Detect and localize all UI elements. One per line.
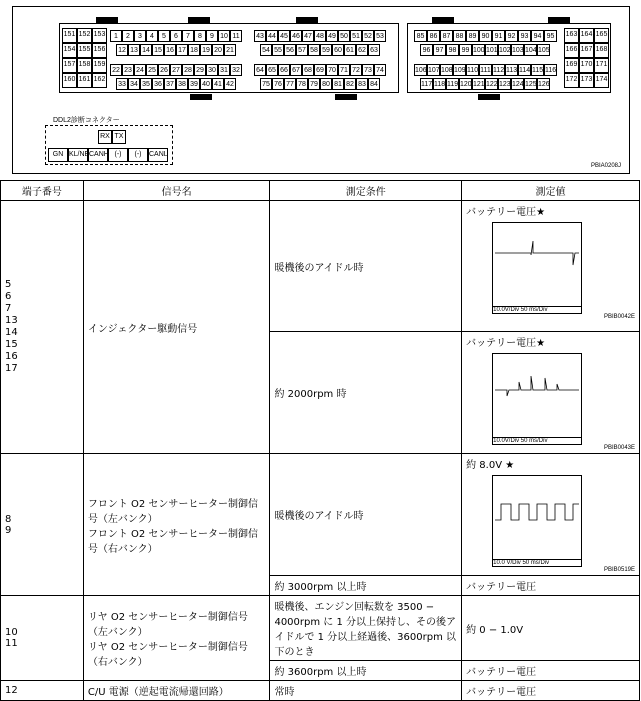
pin-122: 122 — [485, 78, 498, 90]
pin-163: 163 — [564, 28, 579, 43]
pin-103: 103 — [511, 44, 524, 56]
pin-108: 108 — [440, 64, 453, 76]
pin-25: 25 — [146, 64, 158, 76]
pin-39: 39 — [188, 78, 200, 90]
pin-79: 79 — [308, 78, 320, 90]
connector-diagram — [12, 6, 630, 174]
ecm-connector-right — [407, 23, 611, 93]
pin-119: 119 — [446, 78, 459, 90]
pin-17: 17 — [176, 44, 188, 56]
condition-cell: 常時 — [270, 681, 462, 701]
figure-code: PBIB0043E — [603, 445, 635, 451]
pin-109: 109 — [453, 64, 466, 76]
pin-36: 36 — [152, 78, 164, 90]
pin-157: 157 — [62, 58, 77, 73]
pin-(-): (-) — [108, 148, 128, 162]
connector-latch — [190, 94, 212, 100]
pin-54: 54 — [260, 44, 272, 56]
pin-83: 83 — [356, 78, 368, 90]
pin-18: 18 — [188, 44, 200, 56]
figure-code: PBIB0519E — [603, 567, 635, 573]
pin-3: 3 — [134, 30, 146, 42]
pin-RX: RX — [98, 130, 112, 144]
pin-124: 124 — [511, 78, 524, 90]
waveform-caption: 10.0V/Div 50 ms/Div — [493, 437, 581, 444]
pin-154: 154 — [62, 43, 77, 58]
pin-6: 6 — [170, 30, 182, 42]
pin-KL/NE: KL/NE — [68, 148, 88, 162]
terminal-cell: 8 9 — [1, 454, 84, 596]
pin-52: 52 — [362, 30, 374, 42]
terminal-cell: 10 11 — [1, 596, 84, 681]
waveform-injector-idle — [493, 223, 581, 301]
value-cell — [462, 201, 640, 332]
connector-latch — [548, 17, 570, 23]
pin-59: 59 — [320, 44, 332, 56]
pin-26: 26 — [158, 64, 170, 76]
pin-38: 38 — [176, 78, 188, 90]
pin-37: 37 — [164, 78, 176, 90]
pin-89: 89 — [466, 30, 479, 42]
pin-34: 34 — [128, 78, 140, 90]
pin-58: 58 — [308, 44, 320, 56]
pin-96: 96 — [420, 44, 433, 56]
pin-165: 165 — [594, 28, 609, 43]
pin-(-): (-) — [128, 148, 148, 162]
connector-latch — [96, 17, 118, 23]
connector-latch — [335, 94, 357, 100]
pin-40: 40 — [200, 78, 212, 90]
pin-106: 106 — [414, 64, 427, 76]
value-cell — [462, 454, 640, 576]
connector-latch — [188, 17, 210, 23]
header-signal: 信号名 — [83, 181, 270, 201]
pin-123: 123 — [498, 78, 511, 90]
pin-16: 16 — [164, 44, 176, 56]
pin-21: 21 — [224, 44, 236, 56]
pin-88: 88 — [453, 30, 466, 42]
pin-105: 105 — [537, 44, 550, 56]
pin-63: 63 — [368, 44, 380, 56]
pin-11: 11 — [230, 30, 242, 42]
table-row — [1, 201, 640, 332]
pin-76: 76 — [272, 78, 284, 90]
pin-125: 125 — [524, 78, 537, 90]
pin-90: 90 — [479, 30, 492, 42]
pin-29: 29 — [194, 64, 206, 76]
pin-86: 86 — [427, 30, 440, 42]
pin-69: 69 — [314, 64, 326, 76]
pin-66: 66 — [278, 64, 290, 76]
pin-172: 172 — [564, 73, 579, 88]
condition-cell: 暖機後、エンジン回転数を 3500 − 4000rpm に 1 分以上保持し、その後アイドルで 1 分以上経過後、3600rpm 以下のとき — [270, 596, 462, 661]
pin-118: 118 — [433, 78, 446, 90]
table-row — [1, 454, 640, 576]
pin-60: 60 — [332, 44, 344, 56]
pin-120: 120 — [459, 78, 472, 90]
pin-166: 166 — [564, 43, 579, 58]
waveform-caption: 10.0 V/Div 50 ms/Div — [493, 559, 581, 566]
pin-31: 31 — [218, 64, 230, 76]
pin-53: 53 — [374, 30, 386, 42]
pin-TX: TX — [112, 130, 126, 144]
pin-14: 14 — [140, 44, 152, 56]
pin-110: 110 — [466, 64, 479, 76]
oscilloscope-waveform — [492, 222, 582, 314]
waveform-o2-heater — [493, 476, 581, 554]
connector-latch — [478, 94, 500, 100]
diagram-code: PBIA0208J — [590, 163, 621, 169]
pin-24: 24 — [134, 64, 146, 76]
pin-87: 87 — [440, 30, 453, 42]
pin-65: 65 — [266, 64, 278, 76]
pin-97: 97 — [433, 44, 446, 56]
pin-46: 46 — [290, 30, 302, 42]
pin-1: 1 — [110, 30, 122, 42]
condition-cell: 暖機後のアイドル時 — [270, 201, 462, 332]
pin-167: 167 — [579, 43, 594, 58]
pin-126: 126 — [537, 78, 550, 90]
ecm-connector-left — [59, 23, 399, 93]
pin-CANH: CANH — [88, 148, 108, 162]
pin-80: 80 — [320, 78, 332, 90]
condition-cell: 暖機後のアイドル時 — [270, 454, 462, 576]
figure-code: PBIB0042E — [603, 314, 635, 320]
pin-162: 162 — [92, 73, 107, 88]
pin-161: 161 — [77, 73, 92, 88]
pin-91: 91 — [492, 30, 505, 42]
pin-75: 75 — [260, 78, 272, 90]
pin-153: 153 — [92, 28, 107, 43]
value-cell: 約 0 − 1.0V — [462, 596, 640, 661]
pin-CANL: CANL — [148, 148, 168, 162]
pin-93: 93 — [518, 30, 531, 42]
connector-latch — [296, 17, 318, 23]
signal-cell: インジェクター駆動信号 — [83, 201, 270, 454]
value-cell — [462, 332, 640, 454]
pin-152: 152 — [77, 28, 92, 43]
value-cell: バッテリー電圧 — [462, 681, 640, 701]
pin-84: 84 — [368, 78, 380, 90]
pin-61: 61 — [344, 44, 356, 56]
terminal-cell: 5 6 7 13 14 15 16 17 — [1, 201, 84, 454]
pin-30: 30 — [206, 64, 218, 76]
pin-10: 10 — [218, 30, 230, 42]
pin-57: 57 — [296, 44, 308, 56]
header-condition: 測定条件 — [270, 181, 462, 201]
pin-78: 78 — [296, 78, 308, 90]
pin-174: 174 — [594, 73, 609, 88]
terminal-cell: 12 — [1, 681, 84, 701]
pin-70: 70 — [326, 64, 338, 76]
pin-51: 51 — [350, 30, 362, 42]
pin-159: 159 — [92, 58, 107, 73]
pin-23: 23 — [122, 64, 134, 76]
pin-41: 41 — [212, 78, 224, 90]
pin-9: 9 — [206, 30, 218, 42]
pin-GN: GN — [48, 148, 68, 162]
table-header-row — [1, 181, 640, 201]
pin-49: 49 — [326, 30, 338, 42]
pin-56: 56 — [284, 44, 296, 56]
pin-48: 48 — [314, 30, 326, 42]
pin-155: 155 — [77, 43, 92, 58]
ddl-title: DDL2診断コネクター — [53, 117, 120, 124]
pin-64: 64 — [254, 64, 266, 76]
pin-112: 112 — [492, 64, 505, 76]
pin-12: 12 — [116, 44, 128, 56]
pin-62: 62 — [356, 44, 368, 56]
pin-2: 2 — [122, 30, 134, 42]
pin-170: 170 — [579, 58, 594, 73]
table-row — [1, 596, 640, 661]
pin-160: 160 — [62, 73, 77, 88]
pin-22: 22 — [110, 64, 122, 76]
header-terminal: 端子番号 — [1, 181, 84, 201]
signal-cell: フロント O2 センサーヒーター制御信号（左バンク） フロント O2 センサーヒーター制御信号（右バンク） — [83, 454, 270, 596]
pin-19: 19 — [200, 44, 212, 56]
pin-45: 45 — [278, 30, 290, 42]
connector-latch — [432, 17, 454, 23]
pin-55: 55 — [272, 44, 284, 56]
pin-164: 164 — [579, 28, 594, 43]
pin-111: 111 — [479, 64, 492, 76]
value-text: バッテリー電圧★ — [466, 338, 546, 349]
pin-121: 121 — [472, 78, 485, 90]
pin-82: 82 — [344, 78, 356, 90]
pin-43: 43 — [254, 30, 266, 42]
pin-101: 101 — [485, 44, 498, 56]
waveform-caption: 10.0V/Div 50 ms/Div — [493, 306, 581, 313]
pin-71: 71 — [338, 64, 350, 76]
pin-171: 171 — [594, 58, 609, 73]
pin-107: 107 — [427, 64, 440, 76]
value-cell: バッテリー電圧 — [462, 661, 640, 681]
pin-85: 85 — [414, 30, 427, 42]
pin-99: 99 — [459, 44, 472, 56]
pin-115: 115 — [531, 64, 544, 76]
pin-42: 42 — [224, 78, 236, 90]
pin-50: 50 — [338, 30, 350, 42]
pin-117: 117 — [420, 78, 433, 90]
pin-114: 114 — [518, 64, 531, 76]
pin-100: 100 — [472, 44, 485, 56]
oscilloscope-waveform — [492, 353, 582, 445]
condition-cell: 約 3600rpm 以上時 — [270, 661, 462, 681]
pin-77: 77 — [284, 78, 296, 90]
pin-168: 168 — [594, 43, 609, 58]
pin-68: 68 — [302, 64, 314, 76]
pin-35: 35 — [140, 78, 152, 90]
pin-113: 113 — [505, 64, 518, 76]
pin-151: 151 — [62, 28, 77, 43]
pin-98: 98 — [446, 44, 459, 56]
pin-158: 158 — [77, 58, 92, 73]
waveform-injector-2000rpm — [493, 354, 581, 432]
pin-73: 73 — [362, 64, 374, 76]
pin-94: 94 — [531, 30, 544, 42]
pin-7: 7 — [182, 30, 194, 42]
pin-15: 15 — [152, 44, 164, 56]
pin-44: 44 — [266, 30, 278, 42]
header-value: 測定値 — [462, 181, 640, 201]
pin-32: 32 — [230, 64, 242, 76]
pin-27: 27 — [170, 64, 182, 76]
pin-104: 104 — [524, 44, 537, 56]
condition-cell: 約 2000rpm 時 — [270, 332, 462, 454]
pin-13: 13 — [128, 44, 140, 56]
condition-cell: 約 3000rpm 以上時 — [270, 576, 462, 596]
signal-cell: C/U 電源（逆起電流帰還回路） — [83, 681, 270, 701]
pin-67: 67 — [290, 64, 302, 76]
value-text: バッテリー電圧★ — [466, 207, 546, 218]
pin-5: 5 — [158, 30, 170, 42]
pin-74: 74 — [374, 64, 386, 76]
pin-47: 47 — [302, 30, 314, 42]
pin-116: 116 — [544, 64, 557, 76]
terminal-table — [0, 180, 640, 701]
pin-20: 20 — [212, 44, 224, 56]
value-cell: バッテリー電圧 — [462, 576, 640, 596]
pin-95: 95 — [544, 30, 557, 42]
pin-156: 156 — [92, 43, 107, 58]
pin-102: 102 — [498, 44, 511, 56]
pin-92: 92 — [505, 30, 518, 42]
pin-4: 4 — [146, 30, 158, 42]
pin-72: 72 — [350, 64, 362, 76]
pin-8: 8 — [194, 30, 206, 42]
value-text: 約 8.0V ★ — [466, 460, 515, 471]
pin-33: 33 — [116, 78, 128, 90]
ddl-connector — [45, 125, 173, 165]
oscilloscope-waveform — [492, 475, 582, 567]
pin-169: 169 — [564, 58, 579, 73]
pin-81: 81 — [332, 78, 344, 90]
pin-28: 28 — [182, 64, 194, 76]
pin-173: 173 — [579, 73, 594, 88]
signal-cell: リヤ O2 センサーヒーター制御信号（左バンク） リヤ O2 センサーヒーター制御信号（右バンク） — [83, 596, 270, 681]
